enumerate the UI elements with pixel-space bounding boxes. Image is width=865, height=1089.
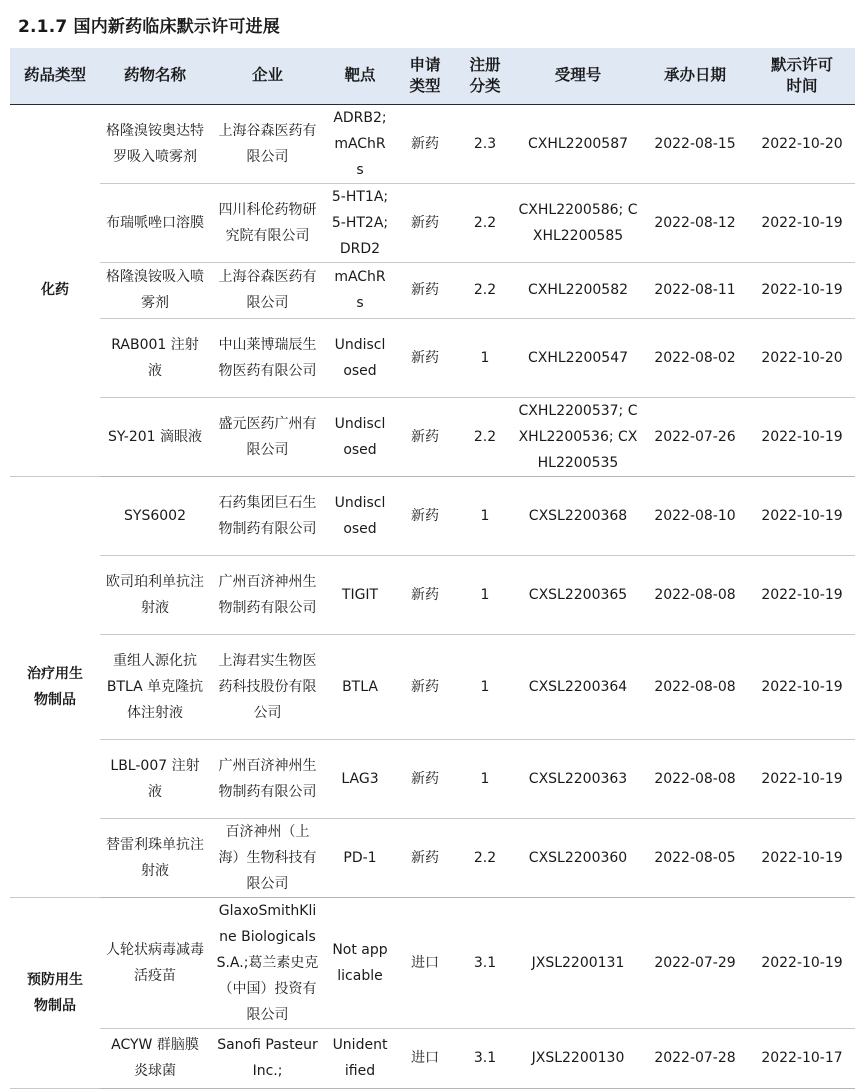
table-row (10, 555, 855, 634)
approval-date-cell: 2022-10-19 (749, 183, 855, 262)
application-type-cell: 新药 (395, 739, 455, 818)
acceptance-no-cell: CXHL2200587 (515, 104, 641, 183)
drug-name-cell: 人轮状病毒减毒活疫苗 (100, 897, 210, 1028)
table-body (10, 104, 855, 1088)
company-cell: 广州百济神州生物制药有限公司 (210, 555, 325, 634)
header-drug-name: 药物名称 (100, 48, 210, 104)
table-row (10, 1028, 855, 1088)
target-cell: Not applicable (325, 897, 395, 1028)
acceptance-no-cell: JXSL2200130 (515, 1028, 641, 1088)
target-cell: Unidentified (325, 1028, 395, 1088)
header-approval-date: 默示许可 时间 (749, 48, 855, 104)
category-cell: 预防用生物制品 (10, 897, 100, 1088)
company-cell: Sanofi Pasteur Inc.; (210, 1028, 325, 1088)
category-cell: 治疗用生物制品 (10, 476, 100, 897)
approval-date-cell: 2022-10-19 (749, 262, 855, 318)
drug-name-cell: LBL-007 注射液 (100, 739, 210, 818)
company-cell: 百济神州（上海）生物科技有限公司 (210, 818, 325, 897)
application-type-cell: 新药 (395, 104, 455, 183)
registration-class-cell: 1 (455, 739, 515, 818)
application-type-cell: 新药 (395, 634, 455, 739)
handling-date-cell: 2022-08-10 (641, 476, 749, 555)
table-row (10, 739, 855, 818)
target-cell: TIGIT (325, 555, 395, 634)
table-row (10, 634, 855, 739)
application-type-cell: 进口 (395, 897, 455, 1028)
registration-class-cell: 2.2 (455, 262, 515, 318)
table-row (10, 818, 855, 897)
company-cell: 上海谷森医药有限公司 (210, 262, 325, 318)
application-type-cell: 新药 (395, 397, 455, 476)
handling-date-cell: 2022-07-26 (641, 397, 749, 476)
drug-name-cell: ACYW 群脑膜炎球菌 (100, 1028, 210, 1088)
header-handling-date: 承办日期 (641, 48, 749, 104)
registration-class-cell: 2.2 (455, 818, 515, 897)
company-cell: 盛元医药广州有限公司 (210, 397, 325, 476)
target-cell: Undisclosed (325, 476, 395, 555)
handling-date-cell: 2022-08-02 (641, 318, 749, 397)
registration-class-cell: 3.1 (455, 1028, 515, 1088)
approval-date-cell: 2022-10-20 (749, 104, 855, 183)
registration-class-cell: 3.1 (455, 897, 515, 1028)
company-cell: 中山莱博瑞辰生物医药有限公司 (210, 318, 325, 397)
acceptance-no-cell: JXSL2200131 (515, 897, 641, 1028)
acceptance-no-cell: CXSL2200363 (515, 739, 641, 818)
acceptance-no-cell: CXSL2200364 (515, 634, 641, 739)
application-type-cell: 新药 (395, 262, 455, 318)
company-cell: 广州百济神州生物制药有限公司 (210, 739, 325, 818)
table-row (10, 104, 855, 183)
drug-name-cell: 格隆溴铵奥达特罗吸入喷雾剂 (100, 104, 210, 183)
handling-date-cell: 2022-08-08 (641, 634, 749, 739)
category-cell: 化药 (10, 104, 100, 476)
company-cell: 石药集团巨石生物制药有限公司 (210, 476, 325, 555)
approval-date-cell: 2022-10-19 (749, 739, 855, 818)
drug-name-cell: SYS6002 (100, 476, 210, 555)
company-cell: 上海谷森医药有限公司 (210, 104, 325, 183)
handling-date-cell: 2022-08-08 (641, 739, 749, 818)
acceptance-no-cell: CXSL2200368 (515, 476, 641, 555)
registration-class-cell: 1 (455, 634, 515, 739)
registration-class-cell: 2.2 (455, 397, 515, 476)
drug-name-cell: RAB001 注射液 (100, 318, 210, 397)
header-company: 企业 (210, 48, 325, 104)
header-acceptance-no: 受理号 (515, 48, 641, 104)
target-cell: PD-1 (325, 818, 395, 897)
application-type-cell: 新药 (395, 818, 455, 897)
application-type-cell: 新药 (395, 555, 455, 634)
handling-date-cell: 2022-07-29 (641, 897, 749, 1028)
application-type-cell: 新药 (395, 183, 455, 262)
application-type-cell: 新药 (395, 318, 455, 397)
clinical-approval-table (10, 48, 855, 1089)
approval-date-cell: 2022-10-20 (749, 318, 855, 397)
section-title: 2.1.7 国内新药临床默示许可进展 (18, 17, 280, 37)
application-type-cell: 进口 (395, 1028, 455, 1088)
target-cell: Undisclosed (325, 318, 395, 397)
registration-class-cell: 2.3 (455, 104, 515, 183)
acceptance-no-cell: CXHL2200586; CXHL2200585 (515, 183, 641, 262)
acceptance-no-cell: CXHL2200537; CXHL2200536; CXHL2200535 (515, 397, 641, 476)
target-cell: LAG3 (325, 739, 395, 818)
handling-date-cell: 2022-08-05 (641, 818, 749, 897)
handling-date-cell: 2022-08-12 (641, 183, 749, 262)
registration-class-cell: 1 (455, 318, 515, 397)
target-cell: BTLA (325, 634, 395, 739)
registration-class-cell: 1 (455, 555, 515, 634)
target-cell: ADRB2; mAChRs (325, 104, 395, 183)
acceptance-no-cell: CXSL2200360 (515, 818, 641, 897)
table-row (10, 397, 855, 476)
header-application-type: 申请 类型 (395, 48, 455, 104)
approval-date-cell: 2022-10-19 (749, 476, 855, 555)
approval-date-cell: 2022-10-19 (749, 634, 855, 739)
handling-date-cell: 2022-08-15 (641, 104, 749, 183)
header-registration-class: 注册 分类 (455, 48, 515, 104)
drug-name-cell: 布瑞哌唑口溶膜 (100, 183, 210, 262)
drug-name-cell: 重组人源化抗 BTLA 单克隆抗体注射液 (100, 634, 210, 739)
table-row (10, 318, 855, 397)
approval-date-cell: 2022-10-19 (749, 397, 855, 476)
table-header-row (10, 48, 855, 104)
table-row (10, 183, 855, 262)
company-cell: GlaxoSmithKline Biologicals S.A.;葛兰素史克（中国）投资有限公司 (210, 897, 325, 1028)
registration-class-cell: 2.2 (455, 183, 515, 262)
company-cell: 上海君实生物医药科技股份有限公司 (210, 634, 325, 739)
handling-date-cell: 2022-08-08 (641, 555, 749, 634)
header-category: 药品类型 (10, 48, 100, 104)
target-cell: mAChRs (325, 262, 395, 318)
approval-date-cell: 2022-10-19 (749, 897, 855, 1028)
drug-name-cell: 格隆溴铵吸入喷雾剂 (100, 262, 210, 318)
target-cell: Undisclosed (325, 397, 395, 476)
approval-date-cell: 2022-10-19 (749, 818, 855, 897)
table-row (10, 262, 855, 318)
application-type-cell: 新药 (395, 476, 455, 555)
target-cell: 5-HT1A; 5-HT2A; DRD2 (325, 183, 395, 262)
table-row (10, 476, 855, 555)
acceptance-no-cell: CXHL2200582 (515, 262, 641, 318)
approval-date-cell: 2022-10-19 (749, 555, 855, 634)
drug-name-cell: 替雷利珠单抗注射液 (100, 818, 210, 897)
company-cell: 四川科伦药物研究院有限公司 (210, 183, 325, 262)
acceptance-no-cell: CXHL2200547 (515, 318, 641, 397)
registration-class-cell: 1 (455, 476, 515, 555)
approval-date-cell: 2022-10-17 (749, 1028, 855, 1088)
handling-date-cell: 2022-07-28 (641, 1028, 749, 1088)
table-row (10, 897, 855, 1028)
header-target: 靶点 (325, 48, 395, 104)
handling-date-cell: 2022-08-11 (641, 262, 749, 318)
drug-name-cell: SY-201 滴眼液 (100, 397, 210, 476)
drug-name-cell: 欧司珀利单抗注射液 (100, 555, 210, 634)
acceptance-no-cell: CXSL2200365 (515, 555, 641, 634)
